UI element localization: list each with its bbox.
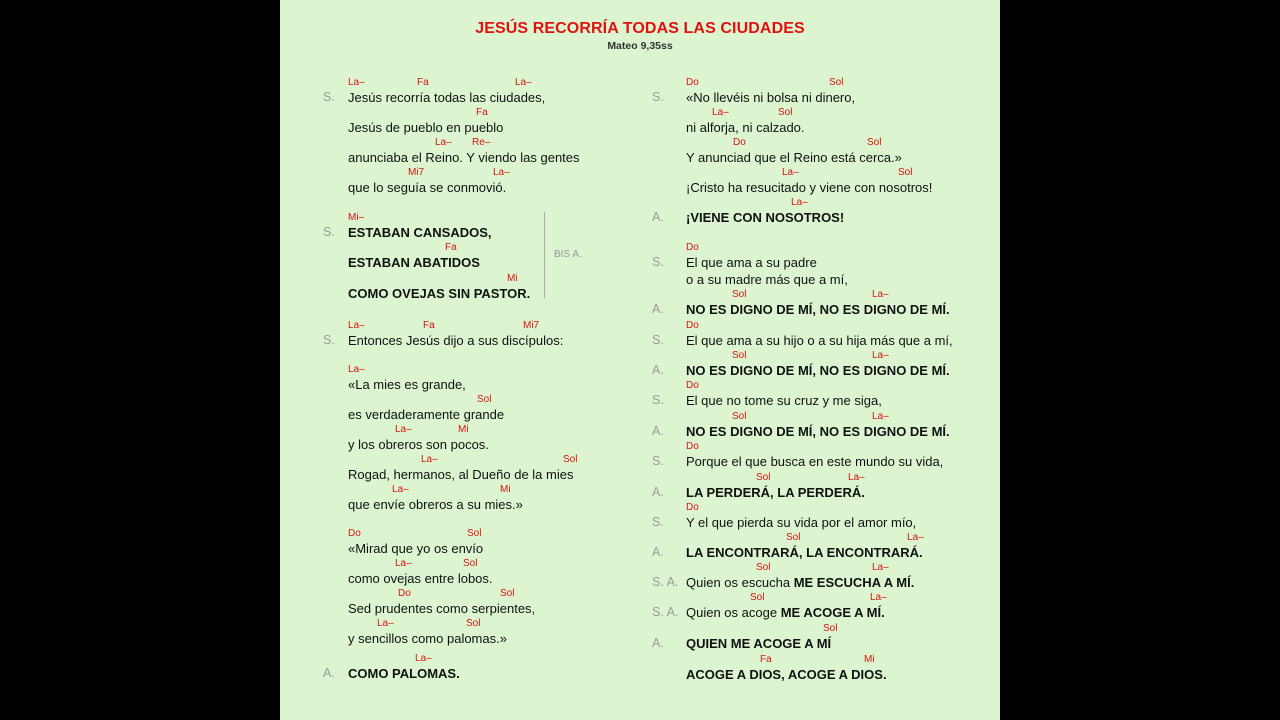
lyric-line: ni alforja, ni calzado.: [686, 120, 805, 135]
chord-label: Sol: [750, 592, 765, 603]
chord-label: La–: [377, 618, 394, 629]
speaker-role: A.: [652, 302, 664, 316]
lyric-line: El que ama a su hijo o a su hija más que a mí,: [686, 333, 953, 348]
chord-label: La–: [872, 350, 889, 361]
chord-label: Fa: [476, 107, 488, 118]
lyric-line: COMO PALOMAS.: [348, 666, 460, 681]
chord-label: Do: [733, 137, 746, 148]
chord-label: Sol: [463, 558, 478, 569]
lyric-line: ESTABAN ABATIDOS: [348, 255, 480, 270]
lyric-line: Porque el que busca en este mundo su vida,: [686, 454, 944, 469]
chord-label: Fa: [445, 242, 457, 253]
chord-label: La–: [395, 424, 412, 435]
chord-label: Sol: [563, 454, 578, 465]
chord-label: La–: [392, 484, 409, 495]
chord-label: La–: [348, 320, 365, 331]
lyric-line: El que ama a su padre: [686, 255, 817, 270]
lyric-line: Sed prudentes como serpientes,: [348, 601, 536, 616]
speaker-role: S.: [323, 333, 335, 347]
lyric-solo-part: Quien os acoge: [686, 605, 781, 620]
speaker-role: S. A.: [652, 575, 679, 589]
lyric-line: y sencillos como palomas.»: [348, 631, 507, 646]
lyric-solo-part: Quien os escucha: [686, 575, 794, 590]
chord-label: Do: [686, 441, 699, 452]
chord-label: La–: [712, 107, 729, 118]
speaker-role: A.: [652, 363, 664, 377]
chord-label: La–: [421, 454, 438, 465]
lyric-line: ESTABAN CANSADOS,: [348, 225, 492, 240]
chord-label: Sol: [786, 532, 801, 543]
chord-label: Sol: [500, 588, 515, 599]
lyric-line: LA ENCONTRARÁ, LA ENCONTRARÁ.: [686, 545, 923, 560]
chord-label: Do: [348, 528, 361, 539]
speaker-role: S.: [652, 393, 664, 407]
speaker-role: A.: [652, 485, 664, 499]
speaker-role: S.: [652, 255, 664, 269]
lyric-line: El que no tome su cruz y me siga,: [686, 393, 882, 408]
chord-label: Sol: [778, 107, 793, 118]
scripture-reference: Mateo 9,35ss: [607, 40, 673, 52]
lyric-line: es verdaderamente grande: [348, 407, 505, 422]
chord-label: La–: [907, 532, 924, 543]
chord-label: Do: [686, 242, 699, 253]
lyric-line: que lo seguía se conmovió.: [348, 180, 507, 195]
lyric-line: Y anunciad que el Reino está cerca.»: [686, 150, 902, 165]
lyric-line: [686, 575, 914, 590]
lyric-line: Jesús de pueblo en pueblo: [348, 120, 504, 135]
lyric-line: NO ES DIGNO DE MÍ, NO ES DIGNO DE MÍ.: [686, 302, 950, 317]
chord-label: Sol: [732, 411, 747, 422]
lyric-line: Rogad, hermanos, al Dueño de la mies: [348, 467, 574, 482]
lyric-line: ¡Cristo ha resucitado y viene con nosotros!: [686, 180, 933, 195]
chord-label: Sol: [823, 623, 838, 634]
bis-bracket-line: [544, 212, 545, 298]
lyric-line: Entonces Jesús dijo a sus discípulos:: [348, 333, 564, 348]
lyric-assembly-part: ME ESCUCHA A MÍ.: [793, 575, 915, 590]
lyric-line: LA PERDERÁ, LA PERDERÁ.: [686, 485, 865, 500]
chord-label: La–: [415, 653, 432, 664]
chord-label: Do: [686, 77, 699, 88]
chord-label: La–: [493, 167, 510, 178]
bis-label: BIS A.: [554, 249, 582, 260]
chord-label: Do: [398, 588, 411, 599]
song-title: JESÚS RECORRÍA TODAS LAS CIUDADES: [475, 20, 805, 37]
lyric-line: ACOGE A DIOS, ACOGE A DIOS.: [686, 667, 887, 682]
chord-label: Mi7: [408, 167, 425, 178]
chord-label: La–: [348, 364, 365, 375]
chord-label: Do: [686, 502, 699, 513]
speaker-role: S. A.: [652, 605, 679, 619]
chord-label: Mi7: [523, 320, 540, 331]
chord-label: Fa: [760, 654, 772, 665]
speaker-role: A.: [652, 210, 664, 224]
chord-label: Mi: [507, 273, 518, 284]
lyric-line: NO ES DIGNO DE MÍ, NO ES DIGNO DE MÍ.: [686, 363, 950, 378]
chord-label: La–: [791, 197, 808, 208]
chord-label: Fa: [423, 320, 435, 331]
speaker-role: S.: [652, 333, 664, 347]
speaker-role: A.: [323, 666, 335, 680]
lyric-line: y los obreros son pocos.: [348, 437, 489, 452]
song-sheet-page: [280, 0, 1000, 720]
chord-label: Sol: [732, 289, 747, 300]
chord-label: La–: [872, 289, 889, 300]
lyric-line: QUIEN ME ACOGE A MÍ: [686, 636, 832, 651]
chord-label: Sol: [829, 77, 844, 88]
chord-label: La–: [872, 411, 889, 422]
speaker-role: S.: [652, 515, 664, 529]
lyric-line: Jesús recorría todas las ciudades,: [348, 90, 546, 105]
chord-label: Sol: [477, 394, 492, 405]
chord-label: La–: [848, 472, 865, 483]
chord-label: Do: [686, 320, 699, 331]
lyric-line: ¡VIENE CON NOSOTROS!: [686, 210, 845, 225]
chord-label: Mi: [864, 654, 875, 665]
speaker-role: A.: [652, 424, 664, 438]
chord-label: Fa: [417, 77, 429, 88]
chord-label: Sol: [756, 472, 771, 483]
chord-label: Mi: [458, 424, 469, 435]
lyric-line: como ovejas entre lobos.: [348, 571, 493, 586]
speaker-role: S.: [652, 90, 664, 104]
chord-label: Sol: [898, 167, 913, 178]
chord-label: Sol: [756, 562, 771, 573]
chord-label: Mi: [500, 484, 511, 495]
chord-label: Sol: [466, 618, 481, 629]
chord-label: La–: [348, 77, 365, 88]
chord-label: La–: [782, 167, 799, 178]
chord-label: Sol: [867, 137, 882, 148]
chord-label: La–: [435, 137, 452, 148]
lyric-line: o a su madre más que a mí,: [686, 272, 848, 287]
lyric-line: que envíe obreros a su mies.»: [348, 497, 523, 512]
chord-label: Do: [686, 380, 699, 391]
chord-label: La–: [872, 562, 889, 573]
chord-label: La–: [395, 558, 412, 569]
lyric-line: [686, 605, 885, 620]
lyric-line: «Mirad que yo os envío: [348, 541, 484, 556]
speaker-role: S.: [323, 90, 335, 104]
speaker-role: A.: [652, 545, 664, 559]
chord-label: La–: [515, 77, 532, 88]
speaker-role: S.: [652, 454, 664, 468]
lyric-line: «La mies es grande,: [348, 377, 466, 392]
lyric-line: NO ES DIGNO DE MÍ, NO ES DIGNO DE MÍ.: [686, 424, 950, 439]
chord-label: La–: [870, 592, 887, 603]
lyric-assembly-part: ME ACOGE A MÍ.: [780, 605, 885, 620]
lyric-line: «No llevéis ni bolsa ni dinero,: [686, 90, 856, 105]
speaker-role: S.: [323, 225, 335, 239]
lyric-line: Y el que pierda su vida por el amor mío,: [686, 515, 917, 530]
speaker-role: A.: [652, 636, 664, 650]
lyric-line: anunciaba el Reino. Y viendo las gentes: [348, 150, 580, 165]
lyric-line: COMO OVEJAS SIN PASTOR.: [348, 286, 531, 301]
chord-label: Sol: [732, 350, 747, 361]
chord-label: Re–: [472, 137, 491, 148]
chord-label: Sol: [467, 528, 482, 539]
chord-label: Mi–: [348, 212, 365, 223]
